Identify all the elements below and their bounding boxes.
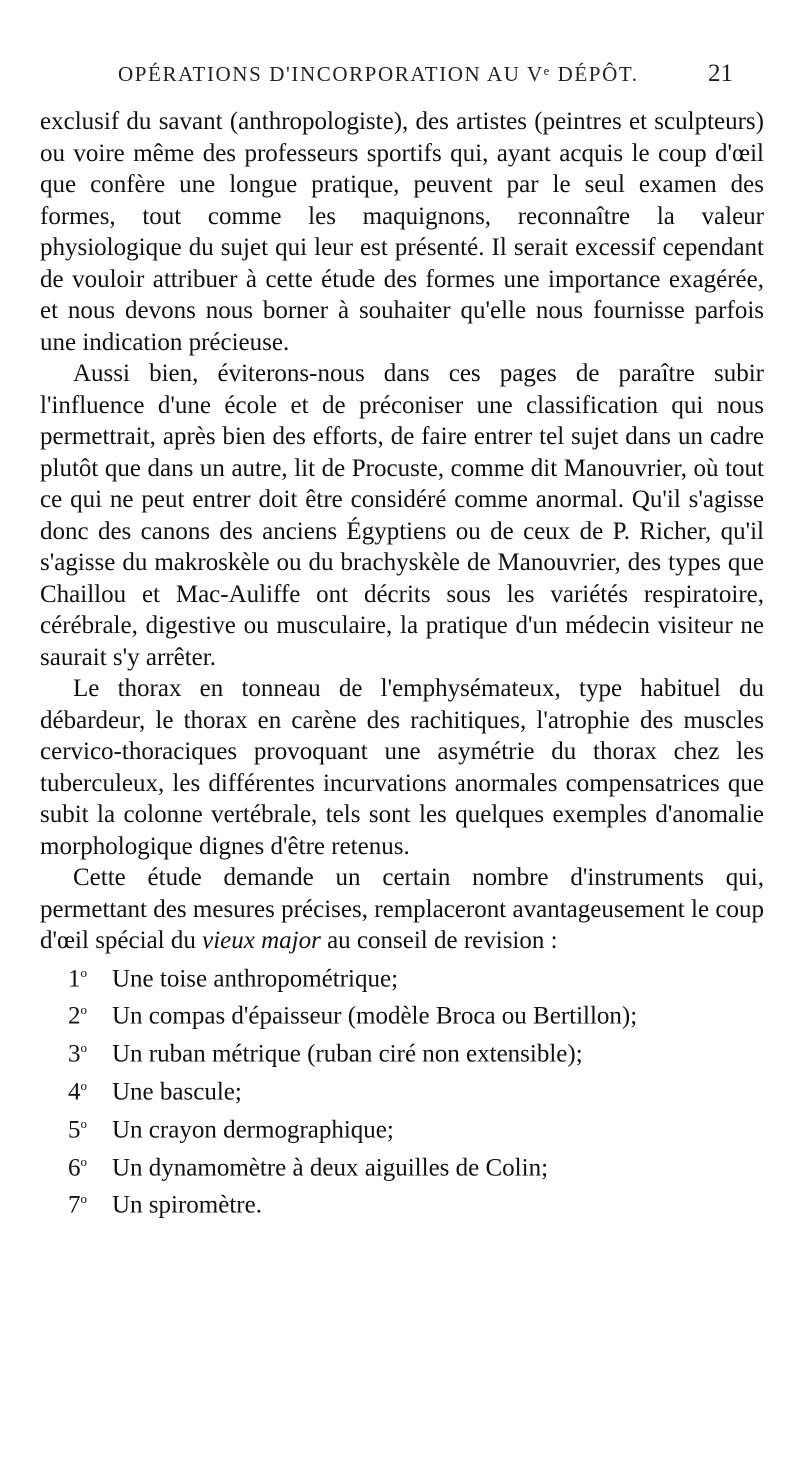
body-text [40, 106, 764, 1221]
list-item [40, 1183, 764, 1221]
paragraph-3: Le thorax en tonneau de l'emphysémateux, type habituel du débardeur, le thorax en carène des rachitiques, l'atrophie des muscles cervico-thoraciques provoquant une asymétrie du thorax chez les tuberculeux, les différentes incurvations anormales compensatrices que subit la colonne vertébrale, tels sont les quelques exemples d'anomalie morphologique dignes d'être retenus. [40, 675, 764, 860]
paragraph-2: Aussi bien, éviterons-nous dans ces pages de paraître subir l'influence d'une école et de préconiser une classification qui nous permettrait, après bien des efforts, de faire entrer tel sujet dans un cadre plutôt que dans un autre, lit de Procuste, comme dit Manouvrier, où tout ce qui ne peut entrer doit être considéré comme anormal. Qu'il s'agisse donc des canons des anciens Égyptiens ou de ceux de P. Richer, qu'il s'agisse du makroskèle ou du brachyskèle de Manouvrier, des types que Chaillou et Mac-Auliffe ont décrits sous les variétés respiratoire, cérébrale, digestive ou musculaire, la pratique d'un médecin visiteur ne saurait s'y arrêter. [40, 360, 764, 671]
list-item-text: Une toise anthropométrique; [112, 964, 399, 992]
list-number: 7$^o$ [68, 1191, 87, 1219]
list-number: 4$^o$ [68, 1077, 87, 1106]
paragraph-4-end: au conseil de revision : [327, 927, 558, 954]
paragraph-4-text: Cette étude demande un certain nombre d'instruments qui, permettant des mesures précises, remplaceront avantageusement le coup d'œil spécial du [40, 864, 764, 954]
running-head [0, 62, 800, 94]
paragraph-4 [40, 862, 764, 957]
running-title: OPÉRATIONS D'INCORPORATION AU Vᵉ DÉPÔT. [118, 62, 639, 86]
list-item-text: Un spiromètre. [112, 1191, 262, 1219]
list-number: 5$^o$ [68, 1115, 87, 1144]
list-item [40, 1070, 764, 1108]
list-number: 3$^o$ [68, 1040, 87, 1068]
list-item-text: Un dynamomètre à deux aiguilles de Colin; [112, 1153, 549, 1181]
list-number: 2$^o$ [68, 1002, 87, 1030]
list-item-text: Un compas d'épaisseur (modèle Broca ou Bertillon); [112, 1002, 638, 1030]
list-item [40, 957, 764, 995]
list-item-text: Un crayon dermographique; [112, 1116, 394, 1144]
list-item-text: Un ruban métrique (ruban ciré non extensible); [112, 1040, 583, 1068]
paragraph-1: exclusif du savant (anthropologiste), des artistes (peintres et sculpteurs) ou voire même des professeurs sportifs qui, ayant acquis le coup d'œil que confère une longue pratique, peuvent par le seul examen des formes, tout comme les maquignons, reconnaître la valeur physiologique du sujet qui leur est présenté. Il serait excessif cependant de vouloir attribuer à cette étude des formes une importance exagérée, et nous devons nous borner à souhaiter qu'elle nous fournisse parfois une indication précieuse. [40, 108, 764, 356]
list-item [40, 1146, 764, 1184]
list-number: 6$^o$ [68, 1153, 87, 1181]
italic-term: vieux major [202, 927, 321, 954]
list-item [40, 1032, 764, 1070]
page-number: 21 [708, 60, 733, 87]
list-item [40, 1108, 764, 1146]
list-number: 1$^o$ [68, 964, 87, 992]
list-item [40, 994, 764, 1032]
instrument-list [40, 957, 764, 1222]
list-item-text: Une bascule; [112, 1078, 242, 1106]
